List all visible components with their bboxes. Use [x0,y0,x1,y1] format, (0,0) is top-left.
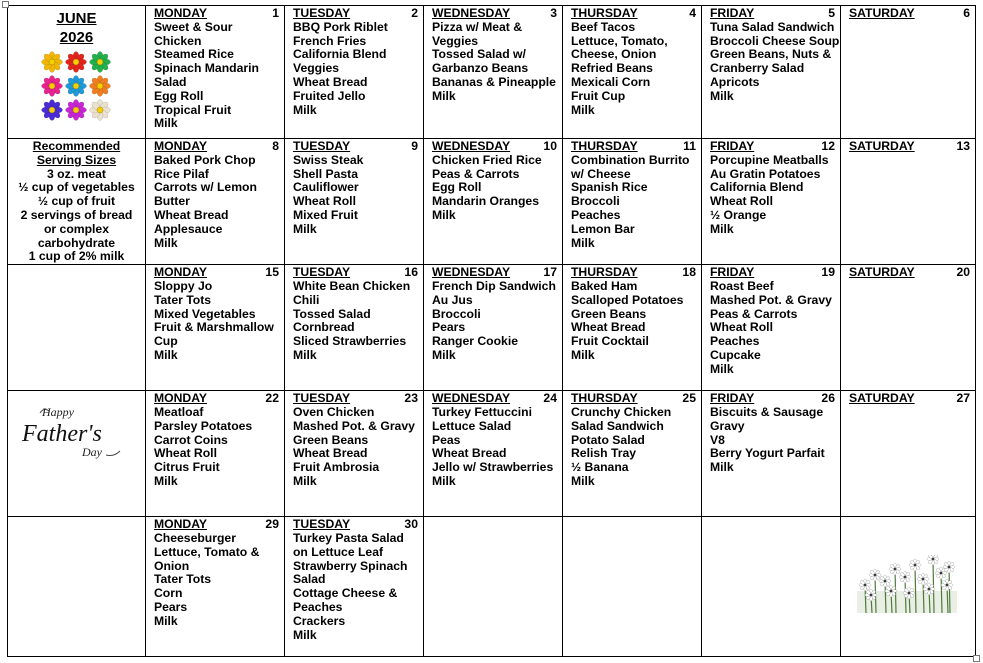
day-name: SATURDAY [848,6,915,20]
menu-item: Milk [153,613,178,628]
day-number: 11 [683,139,696,153]
menu-item: Veggies [292,61,340,76]
menu-item: Shell Pasta [292,166,359,181]
menu-items [571,21,696,118]
day-cell [701,517,840,657]
menu-item: Mexicali Corn [570,74,651,89]
day-cell [423,391,562,517]
day-cell [423,139,562,265]
menu-item: Combination Burrito [570,152,690,167]
menu-item: Lettuce Salad [431,418,512,433]
flower-icon [65,99,87,121]
menu-item: Milk [431,473,456,488]
menu-item: Lettuce, Tomato & [153,544,260,559]
menu-items [709,19,840,104]
menu-item: Tossed Salad [292,306,371,321]
day-number: 13 [956,139,970,153]
day-cell [284,391,423,517]
fathers-day-line1: Happy [42,405,74,420]
day-cell [701,139,840,265]
menu-item: Au Gratin Potatoes [709,166,821,181]
menu-item: ½ Orange [709,207,767,222]
day-cell [145,391,284,517]
month-label: JUNE [56,10,97,27]
daisy-icon [879,575,891,587]
daisy-icon [941,579,953,591]
day-name: SATURDAY [848,139,915,153]
menu-item: Fruit & Marshmallow [153,320,274,335]
menu-item: Veggies [431,33,479,48]
day-number: 6 [963,6,970,20]
month-title [8,9,145,47]
menu-item: Bananas & Pineapple [431,74,556,89]
menu-item: Milk [709,460,734,475]
menu-item: Cheese, Onion [570,47,657,62]
daisy-icon [917,573,929,585]
flower-icon [41,99,63,121]
menu-item: Scalloped Potatoes [570,292,684,307]
menu-item: Milk [292,102,317,117]
day-number: 15 [265,265,279,280]
day-number: 10 [543,139,557,153]
menu-item: Cornbread [292,320,355,335]
flower-icon [41,75,63,97]
day-name: MONDAY [153,391,208,406]
day-name: MONDAY [153,139,208,153]
menu-item: Milk [153,347,178,362]
menu-item: Cauliflower [292,180,359,195]
menu-item: Wheat Roll [292,194,356,209]
menu-item: Crunchy Chicken [570,404,672,419]
menu-item: Milk [153,473,178,488]
serving-size-line: 3 oz. meat [47,166,106,181]
daisy-icon [923,583,935,595]
menu-item: Cottage Cheese & [292,586,398,601]
day-name: FRIDAY [709,265,755,280]
flower-icon [65,75,87,97]
menu-item: Turkey Pasta Salad [292,530,404,545]
menu-item: Tuna Salad Sandwich [709,19,835,34]
day-number: 18 [682,265,696,280]
menu-item: Corn [153,586,183,601]
serving-sizes-cell [8,139,146,265]
day-number: 17 [543,265,557,280]
day-name: FRIDAY [709,139,755,153]
menu-item: Baked Ham [570,278,638,293]
menu-item: Milk [292,473,317,488]
menu-items [710,280,835,377]
menu-item: Tropical Fruit [153,102,232,117]
menu-item: French Fries [292,33,367,48]
menu-item: Beef Tacos [570,19,636,34]
menu-item: Wheat Bread [570,320,646,335]
table-resize-handle[interactable] [973,655,980,662]
day-name: THURSDAY [570,139,638,153]
menu-item: Cup [153,334,178,349]
menu-item: Biscuits & Sausage [709,404,824,419]
day-number: 19 [821,265,835,280]
daisy-icon [899,571,911,583]
menu-item: Fruit Ambrosia [292,460,380,475]
menu-item: California Blend [709,180,804,195]
fathers-day-line3: Day [82,445,102,460]
day-cell [701,265,840,391]
menu-item: Milk [153,235,178,250]
menu-item: Mashed Pot. & Gravy [292,418,415,433]
menu-item: Butter [153,194,190,209]
serving-size-line: 2 servings of bread [20,207,133,222]
day-name: TUESDAY [292,6,351,20]
menu-item: Baked Pork Chop [153,152,256,167]
menu-item: Cupcake [709,347,761,362]
menu-items [293,406,418,489]
menu-item: Mixed Fruit [292,207,358,222]
day-cell [145,265,284,391]
menu-item: Tater Tots [153,292,212,307]
menu-item: Wheat Bread [431,446,507,461]
day-name: THURSDAY [570,265,638,280]
menu-item: Swiss Steak [292,152,364,167]
flower-icon [89,51,111,73]
day-cell [701,391,840,517]
menu-item: Peas & Carrots [709,306,798,321]
menu-item: Oven Chicken [292,404,375,419]
day-name: MONDAY [153,265,208,280]
menu-item: Chicken Fried Rice [431,152,542,167]
serving-size-line: ½ cup of vegetables [18,180,135,195]
menu-items [432,154,557,223]
day-cell [145,139,284,265]
menu-item: Wheat Bread [292,446,368,461]
day-cell [284,139,423,265]
fathers-day-graphic [20,403,132,461]
menu-item: Chili [292,292,320,307]
menu-item: Peaches [709,334,760,349]
menu-item: Steamed Rice [153,47,234,62]
day-cell [562,391,701,517]
blank-side-cell [8,265,146,391]
menu-item: Parsley Potatoes [153,418,253,433]
daisy-icon [859,579,871,591]
menu-item: Milk [431,347,456,362]
menu-item: Carrots w/ Lemon [153,180,257,195]
day-cell [423,265,562,391]
day-number: 9 [411,139,418,153]
menu-item: Gravy [709,418,745,433]
daisy-icon [869,569,881,581]
day-cell [562,265,701,391]
flower-icon [65,51,87,73]
menu-item: Milk [709,361,734,376]
day-name: TUESDAY [292,265,351,280]
year-label: 2026 [59,29,94,46]
day-cell [423,6,562,139]
menu-item: Salad Sandwich [570,418,664,433]
menu-item: Crackers [292,613,346,628]
day-cell [840,139,975,265]
daisy-icon [903,587,915,599]
menu-item: French Dip Sandwich [431,278,556,293]
menu-item: Pizza w/ Meat & [431,19,523,34]
menu-item: Green Beans [292,432,369,447]
menu-item: Peaches [570,207,621,222]
serving-size-line: or complex [43,221,109,236]
menu-item: on Lettuce Leaf [292,544,384,559]
serving-size-line: 1 cup of 2% milk [28,249,125,264]
menu-item: Potato Salad [570,432,645,447]
day-cell [145,517,284,657]
fathers-day-cell [8,391,146,517]
menu-item: Berry Yogurt Parfait [709,446,825,461]
menu-item: Garbanzo Beans [431,61,529,76]
day-name: WEDNESDAY [431,265,511,280]
serving-sizes-title-2: Serving Sizes [36,152,117,167]
menu-item: Peas & Carrots [431,166,520,181]
day-cell [562,6,701,139]
day-cell [284,265,423,391]
menu-item: Milk [431,207,456,222]
day-cell [840,6,975,139]
menu-item: Egg Roll [153,88,204,103]
daisy-icon [885,585,897,597]
menu-calendar [7,5,976,657]
menu-item: Apricots [709,74,760,89]
menu-items [154,154,279,251]
day-name: WEDNESDAY [431,6,511,20]
menu-item: Cheeseburger [153,530,236,545]
menu-items [710,154,835,237]
menu-items [154,532,279,629]
menu-item: Green Beans, Nuts & [709,47,832,62]
menu-item: Rice Pilaf [153,166,209,181]
day-name: FRIDAY [709,6,755,20]
day-name: THURSDAY [570,6,638,20]
serving-sizes-title-1: Recommended [32,139,121,153]
menu-item: Mixed Vegetables [153,306,256,321]
menu-item: Applesauce [153,221,223,236]
menu-item: White Bean Chicken [292,278,411,293]
menu-items [571,154,696,251]
menu-item: Mashed Pot. & Gravy [709,292,832,307]
flower-icon [89,75,111,97]
day-name: FRIDAY [709,391,755,406]
menu-items [432,21,557,104]
menu-item: Fruit Cup [570,88,626,103]
menu-item: ½ Banana [570,460,629,475]
day-number: 16 [404,265,418,280]
menu-item: Au Jus [431,292,473,307]
day-number: 3 [550,6,557,20]
day-number: 12 [821,139,835,153]
menu-item: Pears [153,599,188,614]
menu-item: Egg Roll [431,180,482,195]
day-number: 8 [272,139,279,153]
day-number: 26 [821,391,835,406]
menu-item: Peas [431,432,461,447]
day-name: TUESDAY [292,391,351,406]
menu-item: Refried Beans [570,61,653,76]
menu-item: Roast Beef [709,278,774,293]
menu-item: Citrus Fruit [153,460,220,475]
menu-item: Onion [153,558,190,573]
daisy-icon [889,563,901,575]
menu-item: BBQ Pork Riblet [292,19,388,34]
day-name: MONDAY [153,6,208,20]
menu-items [154,21,279,131]
day-cell [840,517,975,657]
blank-side-cell [8,517,146,657]
menu-item: Chicken [153,33,202,48]
menu-items [710,406,835,475]
day-number: 20 [956,265,970,280]
day-name: SATURDAY [848,391,915,406]
flower-icons [8,51,145,121]
menu-item: Wheat Roll [153,446,217,461]
menu-items [154,280,279,363]
menu-item: Broccoli Cheese Soup [709,33,840,48]
day-number: 24 [543,391,557,406]
day-number: 22 [265,391,279,406]
day-number: 2 [411,6,418,20]
daisy-icon [943,561,955,573]
day-name: TUESDAY [292,139,351,153]
menu-items [154,406,279,489]
day-name: TUESDAY [292,517,351,532]
menu-item: Salad [292,572,326,587]
serving-size-line: ½ cup of fruit [37,194,116,209]
day-number: 5 [828,6,835,20]
menu-item: Strawberry Spinach [292,558,408,573]
menu-item: Milk [292,347,317,362]
menu-item: Peaches [292,599,343,614]
month-header-cell [8,6,146,139]
daisy-meadow-image [857,555,957,613]
menu-item: Tater Tots [153,572,212,587]
menu-item: Sweet & Sour [153,19,233,34]
menu-item: Wheat Bread [292,74,368,89]
day-number: 1 [272,6,279,20]
day-cell [562,139,701,265]
menu-item: Broccoli [431,306,481,321]
day-number: 4 [689,6,696,20]
menu-item: Spanish Rice [570,180,648,195]
menu-item: Lettuce, Tomato, [570,33,668,48]
day-number: 27 [956,391,970,406]
menu-item: Milk [570,473,595,488]
menu-items [293,154,418,237]
menu-item: Turkey Fettuccini [431,404,532,419]
day-name: MONDAY [153,517,208,532]
menu-item: Wheat Roll [709,320,773,335]
day-name: SATURDAY [848,265,915,280]
menu-item: Green Beans [570,306,647,321]
menu-item: Milk [431,88,456,103]
menu-item: Carrot Coins [153,432,228,447]
day-cell [840,391,975,517]
menu-item: Wheat Bread [153,207,229,222]
day-cell [840,265,975,391]
menu-item: Sloppy Jo [153,278,213,293]
menu-item: Jello w/ Strawberries [431,460,554,475]
day-cell [284,6,423,139]
menu-item: Meatloaf [153,404,204,419]
menu-item: Ranger Cookie [431,334,518,349]
menu-item: Milk [570,235,595,250]
table-move-handle[interactable] [2,1,9,8]
menu-item: Wheat Roll [709,194,773,209]
menu-item: Cranberry Salad [709,61,805,76]
menu-item: California Blend [292,47,387,62]
menu-item: V8 [709,432,725,447]
day-cell [423,517,562,657]
menu-item: Fruit Cocktail [570,334,649,349]
menu-items [571,280,696,363]
day-number: 30 [404,517,418,532]
menu-item: Relish Tray [570,446,637,461]
day-cell [701,6,840,139]
day-number: 23 [404,391,418,406]
menu-item: Salad [153,74,187,89]
menu-items [571,406,696,489]
day-name: WEDNESDAY [431,139,511,153]
menu-items [293,280,418,363]
flower-icon [89,99,111,121]
menu-item: Sliced Strawberries [292,334,407,349]
menu-item: Milk [570,102,595,117]
day-name: THURSDAY [570,391,638,406]
menu-items [432,406,557,489]
flower-icon [41,51,63,73]
menu-item: Lemon Bar [570,221,635,236]
menu-item: Broccoli [570,194,620,209]
fathers-day-line2: Father's [22,421,102,448]
menu-item: Milk [153,116,178,131]
menu-item: Milk [709,221,734,236]
day-name: WEDNESDAY [431,391,511,406]
day-cell [284,517,423,657]
serving-size-line: carbohydrate [37,235,116,250]
daisy-icon [927,555,939,565]
day-cell [145,6,284,139]
day-number: 29 [265,517,279,532]
menu-item: Tossed Salad w/ [431,47,526,62]
menu-item: Milk [292,627,317,642]
day-number: 25 [682,391,696,406]
menu-items [432,280,557,363]
daisy-icon [865,589,877,601]
menu-item: Milk [709,88,734,103]
day-cell [562,517,701,657]
menu-item: Milk [292,221,317,236]
menu-items [293,532,418,642]
menu-item: Mandarin Oranges [431,194,539,209]
menu-item: w/ Cheese [570,166,631,181]
menu-item: Spinach Mandarin [153,61,259,76]
daisy-icon [909,559,921,571]
menu-item: Milk [570,347,595,362]
menu-items [293,21,418,118]
menu-item: Porcupine Meatballs [709,152,829,167]
menu-item: Fruited Jello [292,88,366,103]
menu-item: Pears [431,320,466,335]
